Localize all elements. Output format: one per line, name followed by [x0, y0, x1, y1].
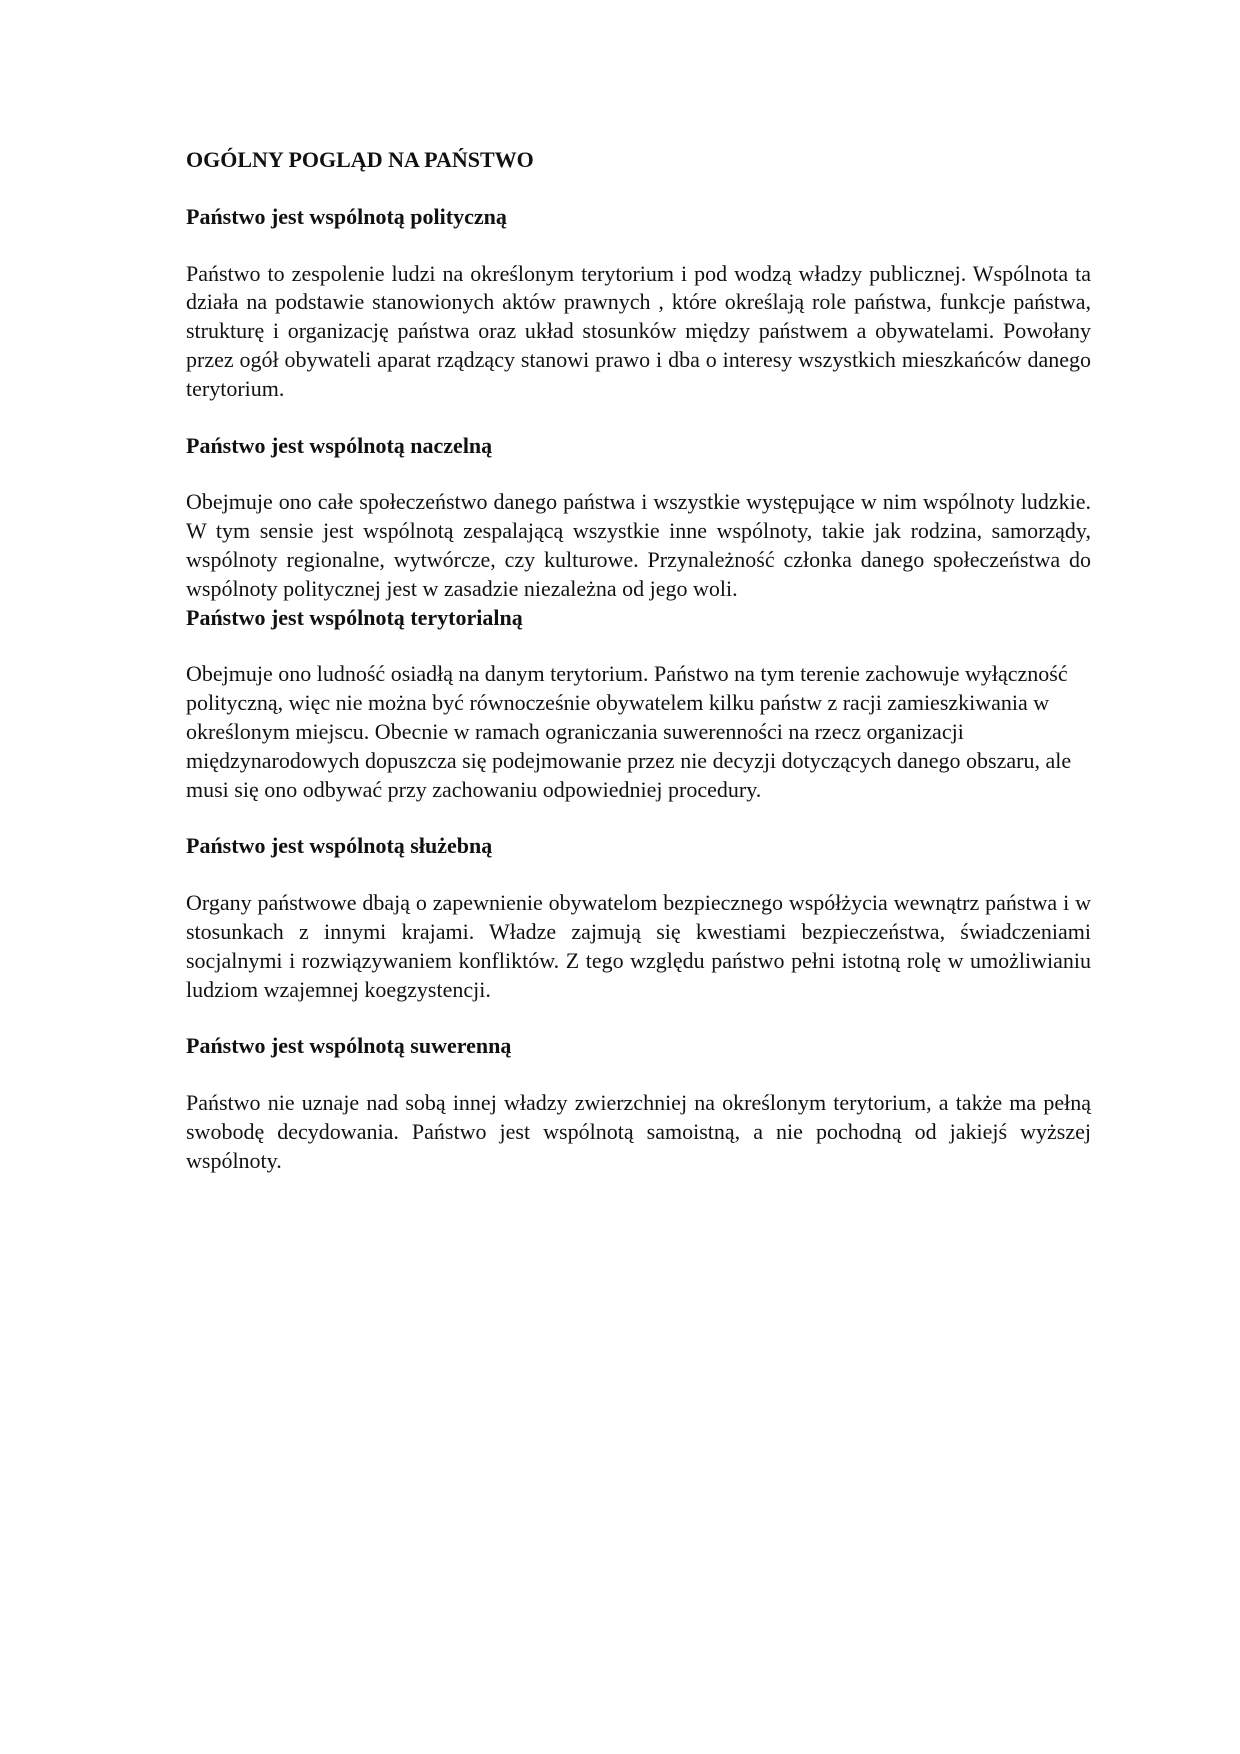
section-body-suwerenna: Państwo nie uznaje nad sobą innej władzy zwierzchniej na określonym terytorium, a także ma pełną swobodę decydowania. Państwo jest wspólnotą samoistną, a nie pochodną od jakiejś wyższej wspólnoty.: [186, 1090, 1091, 1173]
document-title: OGÓLNY POGLĄD NA PAŃSTWO: [186, 147, 534, 172]
section-heading-terytorialna: Państwo jest wspólnotą terytorialną: [186, 604, 523, 630]
section-body-terytorialna: Obejmuje ono ludność osiadłą na danym terytorium. Państwo na tym terenie zachowuje wyłączność polityczną, więc nie można być równocześnie obywatelem kilku państw z racji zamieszkiwania w określonym miejscu. Obecnie w ramach ograniczania suwerenności na rzecz organizacji międzynarodowych dopuszcza się podejmowanie przez nie decyzji dotyczących danego obszaru, ale musi się ono odbywać przy zachowaniu odpowiedniej procedury.: [186, 661, 1072, 802]
section-heading-polityczna: Państwo jest wspólnotą polityczną: [186, 203, 507, 229]
document-page: [186, 146, 1091, 1204]
section-body-sluzebna: Organy państwowe dbają o zapewnienie obywatelom bezpiecznego współżycia wewnątrz państwa i w stosunkach z innymi krajami. Władze zajmują się kwestiami bezpieczeństwa, świadczeniami socjalnymi i rozwiązywaniem konfliktów. Z tego względu państwo pełni istotną rolę w umożliwianiu ludziom wzajemnej koegzystencji.: [186, 890, 1091, 1002]
section-body-naczelna: Obejmuje ono całe społeczeństwo danego państwa i wszystkie występujące w nim wspólnoty ludzkie. W tym sensie jest wspólnotą zespalającą wszystkie inne wspólnoty, takie jak rodzina, samorządy, wspólnoty regionalne, wytwórcze, czy kulturowe. Przynależność członka danego społeczeństwa do wspólnoty politycznej jest w zasadzie niezależna od jego woli.: [186, 489, 1091, 601]
section-heading-naczelna: Państwo jest wspólnotą naczelną: [186, 432, 493, 458]
section-body-polityczna: Państwo to zespolenie ludzi na określonym terytorium i pod wodzą władzy publicznej. Wspólnota ta działa na podstawie stanowionych aktów prawnych , które określają role państwa, funkcje państwa, strukturę i organizację państwa oraz układ stosunków między państwem a obywatelami. Powołany przez ogół obywateli aparat rządzący stanowi prawo i dba o interesy wszystkich mieszkańców danego terytorium.: [186, 260, 1091, 401]
section-heading-sluzebna: Państwo jest wspólnotą służebną: [186, 833, 493, 859]
section-heading-suwerenna: Państwo jest wspólnotą suwerenną: [186, 1033, 512, 1059]
